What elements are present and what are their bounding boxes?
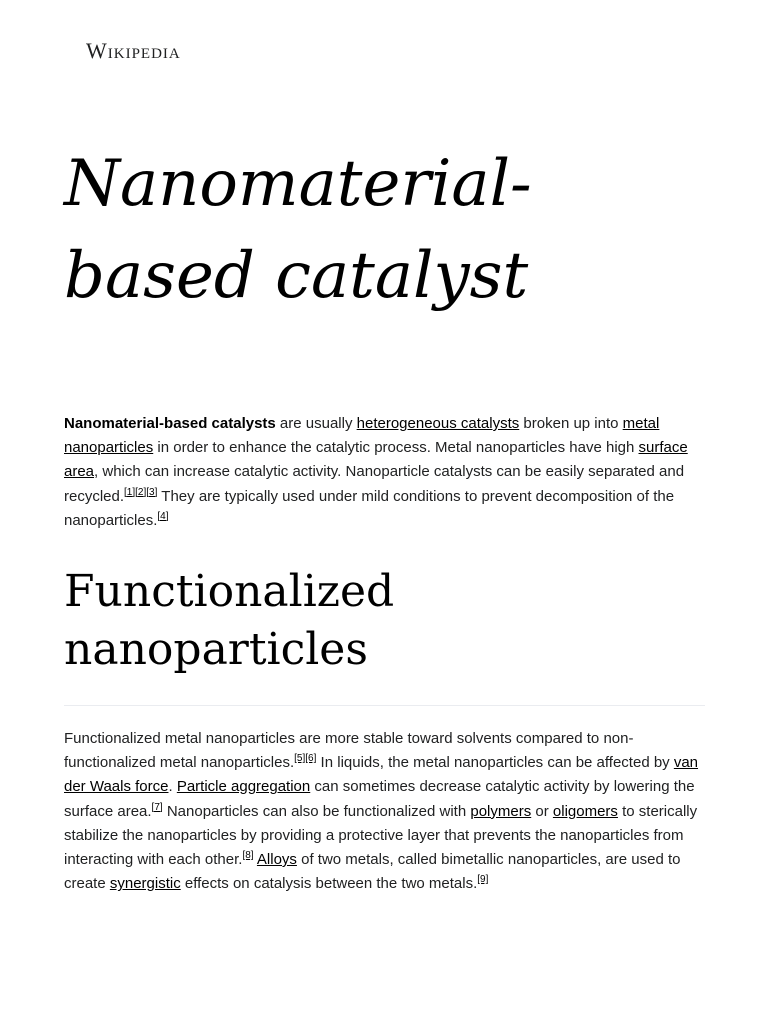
reference-9[interactable]: [9] — [477, 874, 489, 886]
text: in order to enhance the catalytic process. Metal nanoparticles have high — [153, 439, 639, 457]
intro-paragraph — [64, 412, 708, 533]
link-heterogeneous-catalysts[interactable]: heterogeneous catalysts — [356, 415, 520, 432]
text: broken up into — [519, 415, 623, 432]
text: In liquids, the metal nanoparticles can be affected by — [316, 754, 674, 772]
text: . — [168, 778, 177, 796]
heading-divider — [64, 705, 705, 706]
reference-3[interactable]: [3] — [146, 486, 158, 498]
reference-7[interactable]: [7] — [151, 801, 163, 813]
text: can sometimes decrease catalytic activity by lowering the surface area. — [64, 778, 695, 820]
section-paragraph — [64, 727, 708, 896]
wikipedia-wordmark[interactable]: Wikipedia — [86, 38, 181, 63]
reference-4[interactable]: [4] — [157, 510, 169, 522]
text: are usually — [275, 415, 357, 432]
link-oligomers[interactable]: oligomers — [552, 802, 618, 820]
text: of two metals, called bimetallic nanoparticles, are used to create — [64, 851, 681, 893]
reference-2[interactable]: [2] — [135, 486, 147, 498]
link-metal-nanoparticles[interactable]: metal nanoparticles — [64, 415, 660, 457]
reference-6[interactable]: [6] — [305, 753, 317, 765]
reference-1[interactable]: [1] — [124, 486, 136, 498]
text: They are typically used under mild conditions to prevent decomposition of the nanoparticles. — [64, 487, 675, 529]
link-surface-area[interactable]: surface area — [64, 439, 688, 481]
link-polymers[interactable]: polymers — [470, 802, 532, 820]
link-alloys[interactable]: Alloys — [256, 851, 297, 869]
text: to sterically stabilize the nanoparticles by providing a protective layer that prevents the nanoparticles from interacting with each other. — [64, 802, 698, 869]
bold-term: Nanomaterial-based catalysts — [64, 415, 276, 432]
section-heading: Functionalized nanoparticles — [64, 566, 395, 675]
text: Functionalized metal nanoparticles are more stable toward solvents compared to non-functionalized metal nanoparticles. — [64, 730, 634, 772]
link-synergistic[interactable]: synergistic — [109, 875, 181, 893]
link-particle-aggregation[interactable]: Particle aggregation — [176, 778, 311, 796]
text: effects on catalysis between the two metals. — [180, 875, 478, 893]
text: , which can increase catalytic activity. Nanoparticle catalysts can be easily separated and recycled. — [64, 463, 685, 505]
reference-5[interactable]: [5] — [294, 753, 306, 765]
reference-8[interactable]: [8] — [242, 850, 254, 862]
link-van-der-waals-force[interactable]: van der Waals force — [64, 754, 699, 796]
text: or — [531, 802, 553, 820]
page-title: Nanomaterial-based catalyst — [64, 147, 532, 313]
text: Nanoparticles can also be functionalized with — [162, 802, 471, 820]
